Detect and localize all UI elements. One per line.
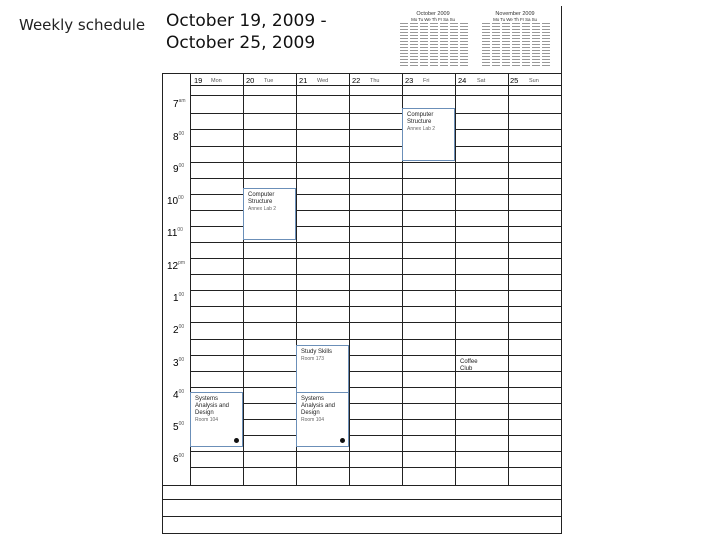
day-number: 20 [246,76,255,85]
day-number: 25 [510,76,519,85]
mini-calendar-title: October 2009 [416,11,450,17]
day-number: 19 [194,76,203,85]
day-number: 22 [352,76,361,85]
day-name: Sat [477,78,486,84]
event-title: Computer Structure [407,112,434,125]
day-name: Tue [264,78,274,84]
event-systems-analysis-mon[interactable] [190,392,243,447]
event-study-skills-wed[interactable] [296,345,349,393]
event-location: Annex Lab 2 [248,206,277,212]
event-location: Annex Lab 2 [407,126,436,132]
event-computer-structure-fri[interactable] [402,108,455,161]
week-range-end: October 25, 2009 [166,33,316,53]
hour-label: $8^{00}$ [173,131,185,143]
event-title: Computer Structure [248,192,275,205]
hour-label: $11^{00}$ [167,227,183,239]
hour-label: $10^{00}$ [167,195,184,207]
weekly-schedule-page [158,6,564,534]
hour-label: $7^{am}$ [173,98,186,110]
mini-calendar-weekdays: Mo Tu We Th Fr Sa Su [411,17,455,22]
recurring-icon [340,438,345,443]
day-number: 21 [299,76,308,85]
hour-label: $6^{00}$ [173,453,185,465]
hour-label: $2^{00}$ [173,324,185,336]
event-title: Systems Analysis and Design [195,396,230,416]
event-location: Room 173 [301,356,325,362]
event-location: Room 104 [195,417,219,423]
event-title: Study Skills [301,349,333,355]
day-name: Thu [370,78,380,84]
recurring-icon [234,438,239,443]
event-location: Room 104 [301,417,325,423]
day-name: Wed [317,78,329,84]
day-name: Fri [423,78,430,84]
event-computer-structure-tue[interactable] [243,188,296,240]
mini-calendar-weekdays: Mo Tu We Th Fr Sa Su [493,17,537,22]
hour-label: $4^{00}$ [173,389,185,401]
day-number: 24 [458,76,467,85]
event-systems-analysis-wed[interactable] [296,392,349,447]
event-title: Systems Analysis and Design [301,396,336,416]
day-number: 23 [405,76,414,85]
schedule-grid [158,6,564,534]
mini-calendar-title: November 2009 [495,11,535,17]
day-name: Mon [211,78,222,84]
hour-label: $3^{00}$ [173,357,185,369]
hour-label: $9^{00}$ [173,163,185,175]
hour-label: $1^{00}$ [173,292,185,304]
hour-label: $5^{00}$ [173,421,185,433]
slide-title: Weekly schedule [19,16,146,34]
event-title: Coffee Club [460,359,478,372]
hour-label: $12^{pm}$ [167,260,186,272]
day-name: Sun [529,78,539,84]
event-coffee-club-sat[interactable] [456,356,506,386]
week-range-start: October 19, 2009 - [166,11,327,31]
